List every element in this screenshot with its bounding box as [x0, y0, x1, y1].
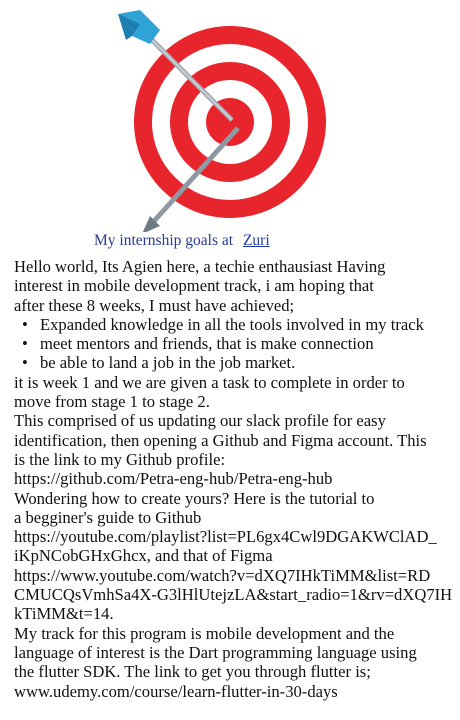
- body-line: move from stage 1 to stage 2.: [14, 392, 210, 412]
- goal-item: • Expanded knowledge in all the tools involved in my track: [14, 315, 454, 334]
- intro-paragraph: [14, 257, 454, 315]
- body-line: This comprised of us updating our slack profile for easy: [14, 411, 386, 431]
- goal-item: • meet mentors and friends, that is make connection: [14, 334, 454, 353]
- zuri-link[interactable]: Zuri: [242, 232, 270, 249]
- body-line: My track for this program is mobile development and the: [14, 623, 395, 643]
- body-text: [14, 373, 454, 701]
- body-line: is the link to my Github profile:: [14, 449, 226, 469]
- body-line: the flutter SDK. The link to get you through flutter is;: [14, 662, 371, 682]
- body-line: Wondering how to create yours? Here is the tutorial to: [14, 488, 375, 508]
- flutter-course-link[interactable]: www.udemy.com/course/learn-flutter-in-30-days: [14, 681, 338, 701]
- body-line: language of interest is the Dart programming language using: [14, 642, 417, 662]
- goals-list: [14, 315, 454, 373]
- body-line: identification, then opening a Github and Figma account. This: [14, 430, 427, 450]
- figma-tutorial-link-cont[interactable]: kTiMM&t=14.: [14, 604, 114, 624]
- github-tutorial-link[interactable]: https://youtube.com/playlist?list=PL6gx4Cwl9DGAKWClAD_: [14, 527, 437, 547]
- hero-image: [0, 0, 460, 232]
- github-profile-link[interactable]: https://github.com/Petra-eng-hub/Petra-eng-hub: [14, 469, 333, 489]
- figma-tutorial-link[interactable]: https://www.youtube.com/watch?v=dXQ7IHkTiMM&list=RD: [14, 565, 431, 585]
- intro-line: interest in mobile development track, i am hoping that: [14, 276, 374, 296]
- article-body: [14, 257, 454, 701]
- body-line: it is week 1 and we are given a task to complete in order to: [14, 372, 405, 392]
- caption-text: My internship goals at: [94, 232, 234, 249]
- target-arrow-icon: [0, 0, 460, 232]
- intro-line: Hello world, Its Agien here, a techie enthausiast Having: [14, 257, 386, 276]
- caption: [94, 232, 270, 250]
- goal-item: • be able to land a job in the job market.: [14, 353, 454, 372]
- intro-line: after these 8 weeks, I must have achieved;: [14, 295, 295, 315]
- body-line: iKpNCobGHxGhcx, and that of Figma: [14, 546, 273, 566]
- target-rings: [134, 26, 326, 218]
- body-line: a begginer's guide to Github: [14, 507, 202, 527]
- figma-tutorial-link-cont[interactable]: CMUCQsVmhSa4X-G3lHlUtejzLA&start_radio=1&rv=dXQ7IH: [14, 585, 453, 605]
